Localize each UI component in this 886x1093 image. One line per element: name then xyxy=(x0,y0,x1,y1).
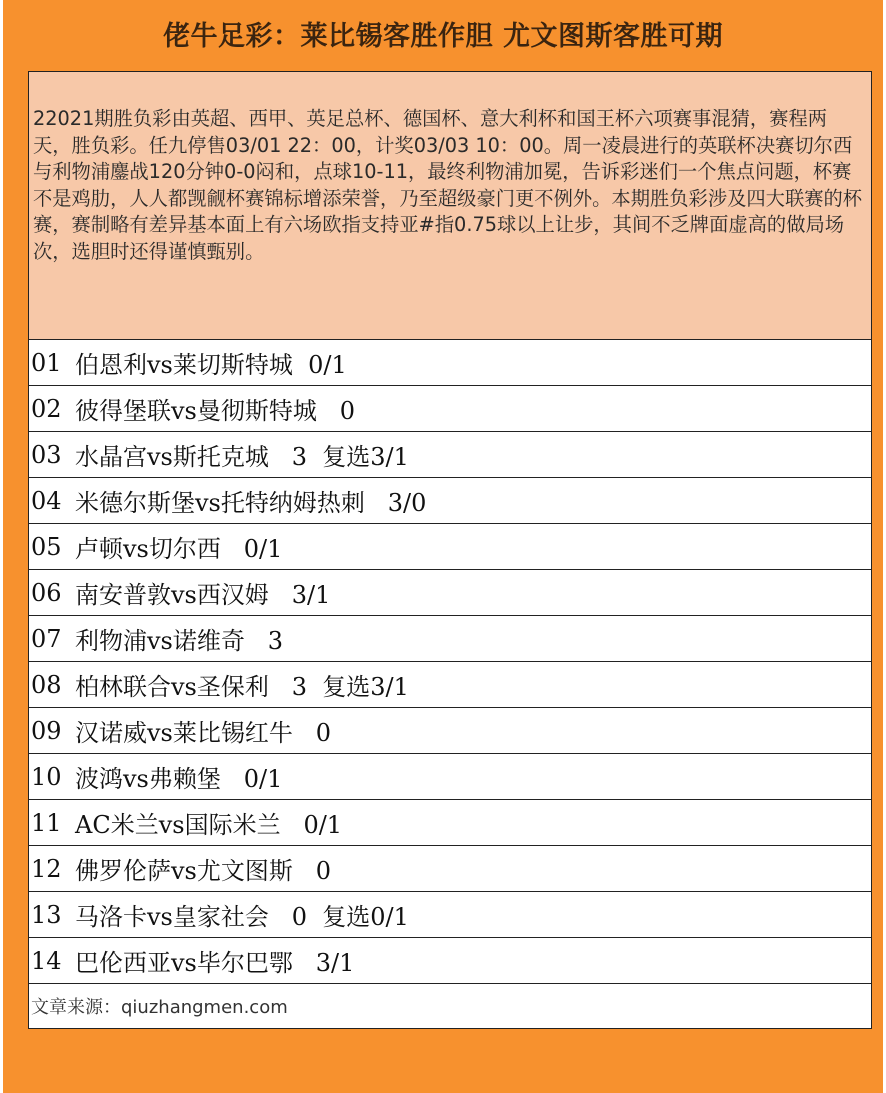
match-number: 09 xyxy=(31,716,62,745)
match-number: 07 xyxy=(31,624,62,653)
match-number: 04 xyxy=(31,486,62,515)
article-panel xyxy=(28,71,872,1029)
match-text: 波鸿vs弗赖堡 0/1 xyxy=(75,765,283,793)
source-credit: 文章来源：qiuzhangmen.com xyxy=(31,997,288,1018)
match-row xyxy=(29,938,871,984)
match-text: 彼得堡联vs曼彻斯特城 0 xyxy=(75,397,356,425)
match-number: 14 xyxy=(31,946,62,975)
match-text: 南安普敦vs西汉姆 3/1 xyxy=(75,581,331,609)
match-row xyxy=(29,800,871,846)
match-row xyxy=(29,570,871,616)
match-number: 13 xyxy=(31,900,62,929)
match-text: 米德尔斯堡vs托特纳姆热刺 3/0 xyxy=(75,489,427,517)
match-row xyxy=(29,708,871,754)
match-row xyxy=(29,754,871,800)
match-number: 02 xyxy=(31,394,62,423)
match-row xyxy=(29,846,871,892)
match-row xyxy=(29,662,871,708)
match-row xyxy=(29,340,871,386)
match-text: 卢顿vs切尔西 0/1 xyxy=(75,535,283,563)
match-row xyxy=(29,616,871,662)
match-number: 05 xyxy=(31,532,62,561)
match-text: 巴伦西亚vs毕尔巴鄂 3/1 xyxy=(75,949,355,977)
match-text: 水晶宫vs斯托克城 3 复选3/1 xyxy=(75,443,409,471)
match-number: 03 xyxy=(31,440,62,469)
match-text: 伯恩利vs莱切斯特城 0/1 xyxy=(75,351,347,379)
match-row xyxy=(29,478,871,524)
match-text: 柏林联合vs圣保利 3 复选3/1 xyxy=(75,673,409,701)
intro-paragraph: 22021期胜负彩由英超、西甲、英足总杯、德国杯、意大利杯和国王杯六项赛事混猜，赛程两天，胜负彩。任九停售03/01 22：00，计奖03/03 10：00。周一凌晨进行的英联杯决赛切尔西与利物浦鏖战120分钟0-0闷和，点球10-11，最终利物浦加冕，告诉彩迷们一个焦点问题，杯赛不是鸡肋，人人都觊觎杯赛锦标增添荣誉，乃至超级豪门更不例外。本期胜负彩涉及四大联赛的杯赛，赛制略有差异基本面上有六场欧指支持亚#指0.75球以上让步，其间不乏牌面虚高的做局场次，选胆时还得谨慎甄别。 xyxy=(29,72,871,340)
match-row xyxy=(29,892,871,938)
match-number: 08 xyxy=(31,670,62,699)
page-title: 佬牛足彩：莱比锡客胜作胆 尤文图斯客胜可期 xyxy=(163,21,723,52)
match-number: 10 xyxy=(31,762,62,791)
match-number: 01 xyxy=(31,348,62,377)
match-text: 马洛卡vs皇家社会 0 复选0/1 xyxy=(75,903,409,931)
match-row xyxy=(29,386,871,432)
match-row xyxy=(29,524,871,570)
match-row xyxy=(29,432,871,478)
match-text: 汉诺威vs莱比锡红牛 0 xyxy=(75,719,332,747)
match-text: 佛罗伦萨vs尤文图斯 0 xyxy=(75,857,332,885)
match-number: 11 xyxy=(31,808,62,837)
match-text: AC米兰vs国际米兰 0/1 xyxy=(75,811,343,839)
match-text: 利物浦vs诺维奇 3 xyxy=(75,627,284,655)
match-number: 06 xyxy=(31,578,62,607)
match-number: 12 xyxy=(31,854,62,883)
